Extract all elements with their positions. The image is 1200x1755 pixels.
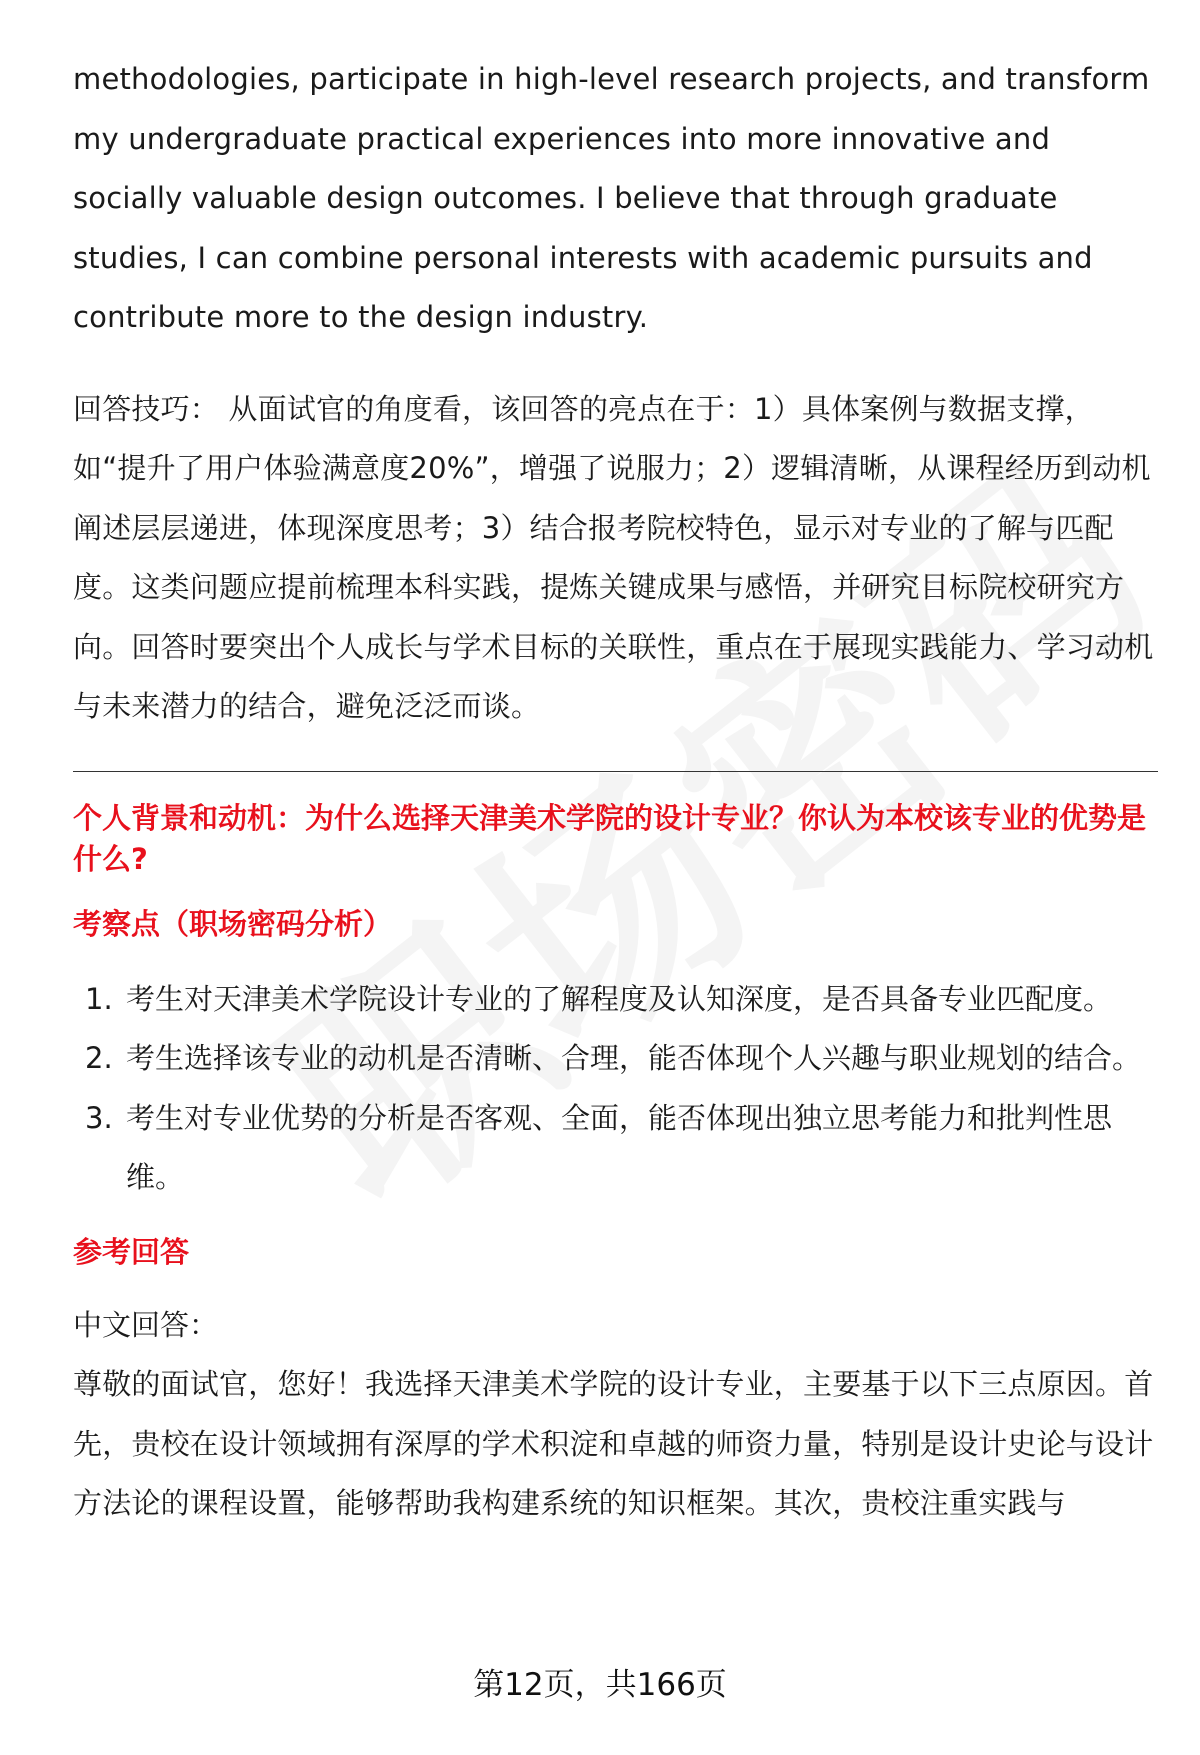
list-item-text: 考生选择该专业的动机是否清晰、合理，能否体现个人兴趣与职业规划的结合。	[126, 1041, 1142, 1075]
answer-tips-paragraph: 回答技巧： 从面试官的角度看，该回答的亮点在于：1）具体案例与数据支撑，如“提升了用户体验满意度20%”，增强了说服力；2）逻辑清晰，从课程经历到动机阐述层层递进，体现深度思考；3）结合报考院校特色，显示对专业的了解与匹配度。这类问题应提前梳理本科实践，提炼关键成果与感悟，并研究目标院校研究方向。回答时要突出个人成长与学术目标的关联性，重点在于展现实践能力、学习动机与未来潜力的结合，避免泛泛而谈。	[73, 391, 1154, 723]
question-heading: 个人背景和动机：为什么选择天津美术学院的设计专业？你认为本校该专业的优势是什么?	[73, 800, 1147, 876]
reference-answer-heading: 参考回答	[73, 1234, 190, 1269]
list-item-number: 1.	[85, 981, 113, 1016]
list-item-number: 2.	[85, 1041, 113, 1075]
list-item	[73, 1089, 1158, 1208]
list-item	[73, 970, 1158, 1030]
list-item	[73, 1029, 1158, 1089]
list-item-number: 3.	[85, 1100, 113, 1135]
assessment-points-list	[73, 970, 1158, 1208]
page-number-footer: 第12页，共166页	[473, 1667, 727, 1703]
chinese-answer-body: 尊敬的面试官，您好！我选择天津美术学院的设计专业，主要基于以下三点原因。首先，贵校在设计领域拥有深厚的学术积淀和卓越的师资力量，特别是设计史论与设计方法论的课程设置，能够帮助我构建系统的知识框架。其次，贵校注重实践与	[73, 1367, 1154, 1520]
chinese-answer-label: 中文回答：	[73, 1307, 219, 1342]
assessment-heading: 考察点（职场密码分析）	[73, 906, 393, 941]
list-item-text: 考生对天津美术学院设计专业的了解程度及认知深度，是否具备专业匹配度。	[126, 981, 1113, 1016]
document-page	[73, 50, 1158, 1534]
intro-paragraph: methodologies, participate in high-level research projects, and transform my undergraduate practical experiences into more innovative and socially valuable design outcomes. I believe that through graduate studies, I can combine personal interests with academic pursuits and contribute more to the design industry.	[73, 62, 1150, 334]
section-divider	[73, 771, 1158, 772]
list-item-text: 考生对专业优势的分析是否客观、全面，能否体现出独立思考能力和批判性思维。	[126, 1100, 1113, 1194]
